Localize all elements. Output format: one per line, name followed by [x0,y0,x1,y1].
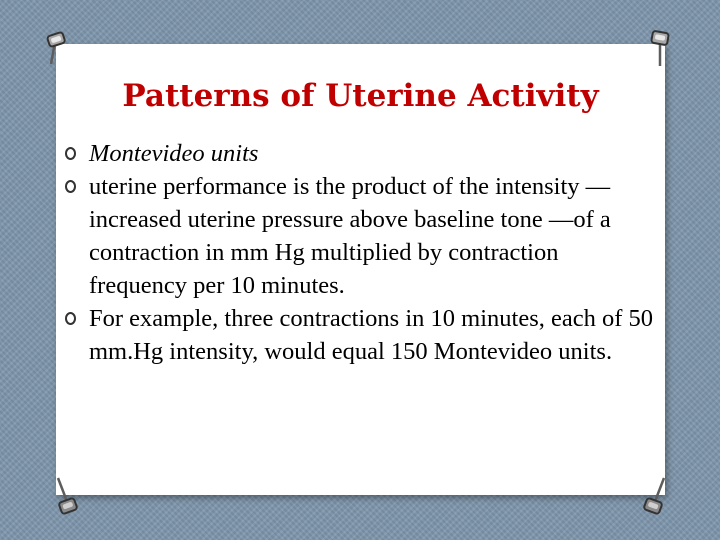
bullet-list [62,137,662,368]
push-pin-icon [48,474,82,522]
push-pin-icon [643,28,673,70]
bullet-text: uterine performance is the product of the intensity —increased uterine pressure above baseline tone —of a contraction in mm Hg multiplied by contraction frequency per 10 minutes. [89,173,611,299]
ring-bullet-icon [65,312,76,325]
push-pin-icon [45,28,75,70]
bullet-item [62,302,662,368]
bullet-item [62,170,662,302]
ring-bullet-icon [65,180,76,193]
bullet-item [62,137,662,170]
bullet-text: For example, three contractions in 10 minutes, each of 50 mm.Hg intensity, would equal 150 Montevideo units. [89,305,654,365]
slide-title: Patterns of Uterine Activity [122,78,599,114]
bullet-text: Montevideo units [89,140,259,167]
ring-bullet-icon [65,147,76,160]
push-pin-icon [640,474,674,522]
